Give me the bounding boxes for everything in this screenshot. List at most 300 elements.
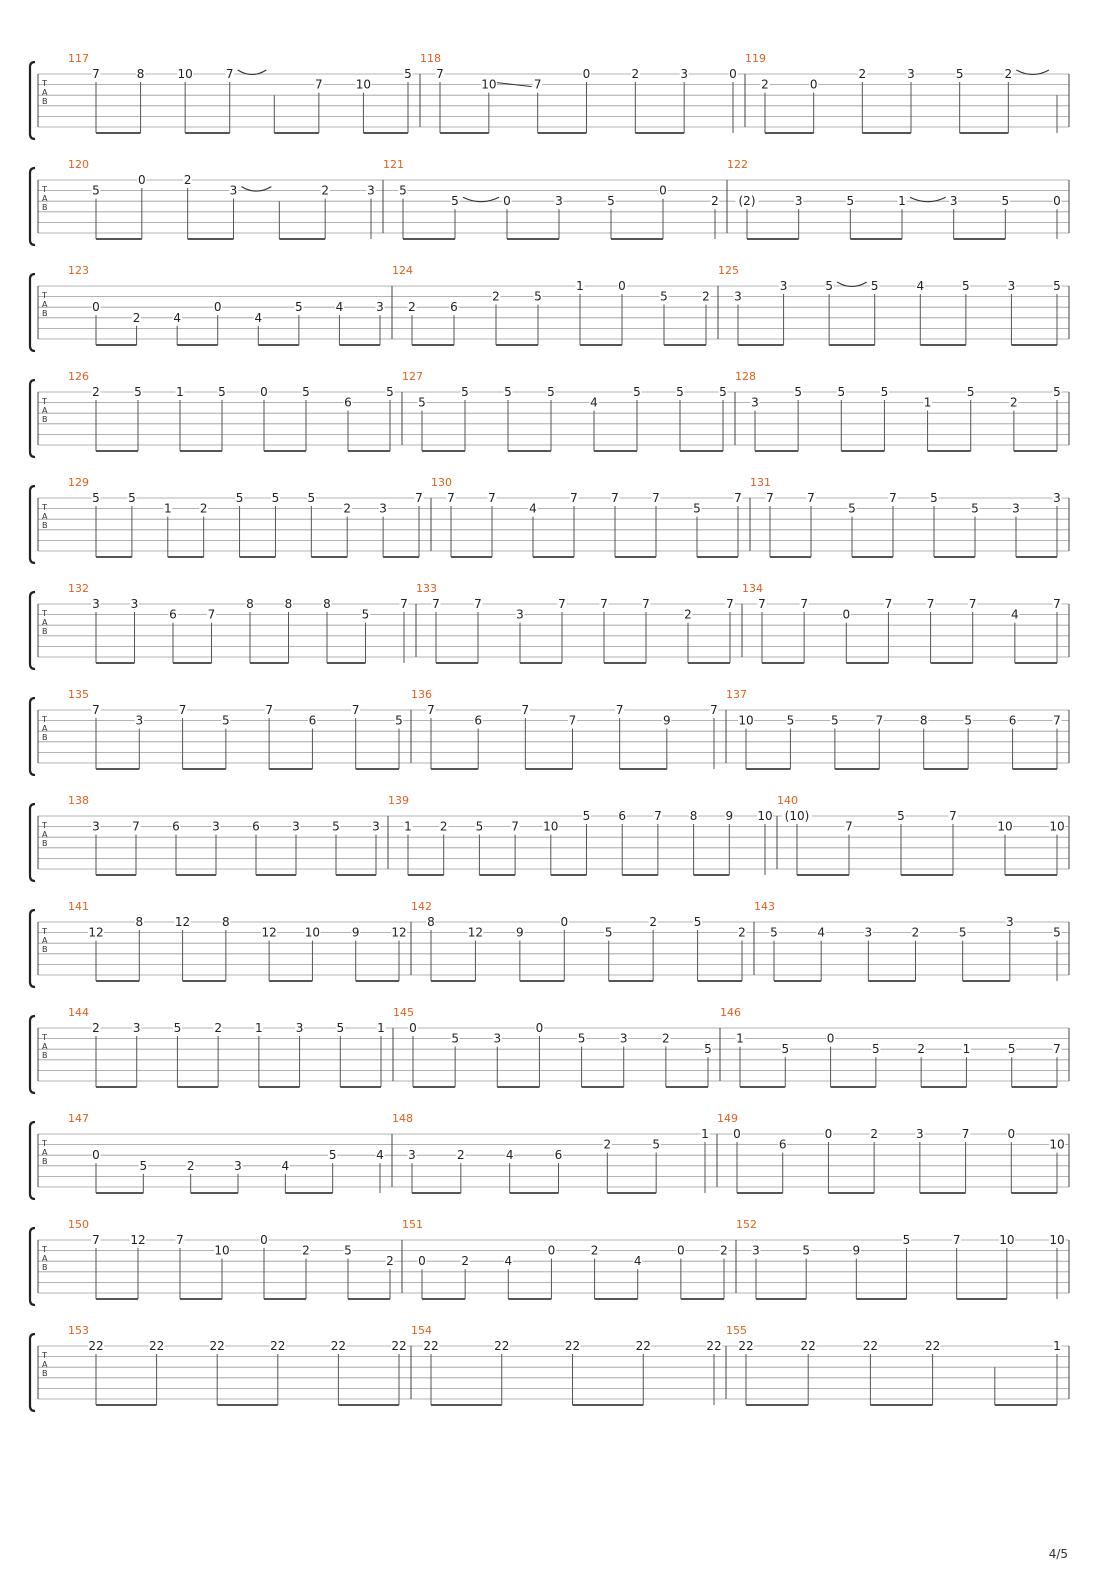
fret-number: 7 bbox=[351, 703, 360, 717]
fret-number: 3 bbox=[292, 819, 300, 834]
fret-number: 2 bbox=[684, 607, 692, 622]
fret-number: 2 bbox=[386, 1254, 394, 1269]
measure-number: 123 bbox=[68, 264, 89, 277]
tab-system bbox=[30, 476, 1069, 563]
measure bbox=[735, 370, 1062, 451]
measure-number: 138 bbox=[68, 794, 89, 807]
fret-number: 9 bbox=[852, 1243, 861, 1258]
fret-number: 22 bbox=[564, 1339, 581, 1353]
fret-number: 1 bbox=[377, 1021, 385, 1035]
fret-number: 10 bbox=[997, 819, 1013, 834]
tab-clef-letter: A bbox=[42, 1042, 48, 1051]
measure bbox=[718, 264, 1062, 345]
fret-number: 6 bbox=[172, 819, 180, 834]
fret-number: 22 bbox=[148, 1339, 165, 1353]
fret-number: 5 bbox=[218, 385, 226, 399]
fret-number: 5 bbox=[361, 607, 370, 622]
fret-number: 10 bbox=[355, 77, 372, 92]
fret-number: 5 bbox=[235, 491, 244, 505]
fret-number: 1 bbox=[701, 1127, 709, 1141]
measure bbox=[754, 900, 1062, 981]
fret-number: 0 bbox=[659, 183, 667, 198]
measure-number: 126 bbox=[68, 370, 89, 383]
fret-number: 7 bbox=[415, 491, 423, 505]
fret-number: 0 bbox=[809, 77, 818, 92]
fret-number: 2 bbox=[590, 1243, 599, 1258]
measure-number: 122 bbox=[727, 158, 748, 171]
fret-number: 0 bbox=[260, 1233, 268, 1247]
fret-number: 1 bbox=[176, 385, 184, 399]
fret-number: 0 bbox=[729, 67, 737, 81]
fret-number: 5 bbox=[451, 194, 459, 209]
fret-number: 22 bbox=[862, 1339, 879, 1353]
fret-number: 2 bbox=[457, 1148, 465, 1163]
fret-number: 2 bbox=[711, 194, 719, 209]
fret-number: 5 bbox=[547, 385, 555, 399]
fret-number: 7 bbox=[726, 597, 734, 611]
fret-number: 22 bbox=[88, 1339, 104, 1353]
fret-number: 2 bbox=[917, 1042, 925, 1057]
fret-number: 0 bbox=[260, 385, 268, 399]
fret-number: 1 bbox=[898, 194, 906, 209]
tab-clef-letter: T bbox=[42, 821, 47, 830]
measure-number: 124 bbox=[392, 264, 413, 277]
fret-number: 5 bbox=[825, 279, 833, 293]
fret-number: 5 bbox=[964, 713, 972, 728]
system-bracket bbox=[30, 168, 35, 245]
fret-number: 5 bbox=[676, 385, 684, 399]
tab-clef-letter: B bbox=[42, 97, 48, 106]
tab-system bbox=[30, 794, 1069, 881]
measure bbox=[726, 1324, 1062, 1405]
fret-number: 2 bbox=[461, 1254, 469, 1269]
fret-number: 5 bbox=[897, 809, 905, 823]
measure-number: 133 bbox=[416, 582, 437, 595]
measure bbox=[745, 52, 1057, 133]
measure bbox=[420, 52, 738, 133]
fret-number: 7 bbox=[889, 491, 897, 505]
tab-clef-letter: T bbox=[42, 927, 47, 936]
measure-number: 150 bbox=[68, 1218, 89, 1231]
fret-number: 5 bbox=[582, 809, 591, 823]
tab-clef-letter: B bbox=[42, 203, 48, 212]
fret-number: 3 bbox=[680, 67, 688, 81]
fret-number: 2 bbox=[649, 915, 657, 929]
fret-number: 2 bbox=[702, 289, 710, 304]
measure-number: 127 bbox=[402, 370, 423, 383]
measure bbox=[68, 900, 407, 981]
fret-number: 10 bbox=[214, 1243, 230, 1258]
tab-system bbox=[30, 370, 1069, 457]
fret-number: 7 bbox=[92, 1233, 100, 1247]
measure bbox=[402, 1218, 729, 1299]
fret-number: 5 bbox=[404, 67, 412, 81]
fret-number: 5 bbox=[395, 713, 403, 728]
fret-number: 0 bbox=[138, 173, 146, 187]
fret-number: 4 bbox=[173, 310, 181, 325]
tab-system bbox=[30, 1112, 1069, 1199]
fret-number: 0 bbox=[213, 300, 222, 315]
tab-clef-letter: B bbox=[42, 1157, 48, 1166]
fret-number: 5 bbox=[802, 1243, 810, 1258]
fret-number: 5 bbox=[770, 925, 778, 940]
fret-number: 3 bbox=[234, 1158, 242, 1173]
fret-number: 6 bbox=[778, 1137, 787, 1152]
measure bbox=[68, 52, 413, 133]
fret-number: 2 bbox=[186, 1158, 195, 1173]
fret-number: 6 bbox=[252, 819, 260, 834]
fret-number: 7 bbox=[968, 597, 977, 611]
fret-number: 3 bbox=[379, 501, 387, 516]
tab-system bbox=[30, 52, 1069, 139]
fret-number: 5 bbox=[1053, 925, 1061, 940]
fret-number: 7 bbox=[734, 491, 742, 505]
system-bracket bbox=[30, 910, 35, 987]
fret-number: 7 bbox=[600, 597, 608, 611]
fret-number: 3 bbox=[92, 819, 100, 834]
fret-number: 3 bbox=[916, 1127, 924, 1141]
fret-number: 9 bbox=[663, 713, 671, 728]
fret-number: 5 bbox=[475, 819, 484, 834]
fret-number: 0 bbox=[618, 279, 626, 293]
fret-number: 3 bbox=[864, 925, 873, 940]
fret-number: 5 bbox=[848, 501, 856, 516]
measure-number: 154 bbox=[411, 1324, 432, 1337]
tab-clef-letter: T bbox=[42, 1033, 47, 1042]
fret-number: 7 bbox=[758, 597, 766, 611]
fret-number: 5 bbox=[344, 1243, 352, 1258]
fret-number: 2 bbox=[92, 1021, 100, 1035]
fret-number: 8 bbox=[919, 713, 928, 728]
fret-number: 3 bbox=[130, 597, 139, 611]
fret-number: 7 bbox=[176, 1233, 184, 1247]
fret-number: 6 bbox=[308, 713, 317, 728]
system-bracket bbox=[30, 62, 35, 139]
fret-number: 7 bbox=[400, 597, 408, 611]
measure bbox=[416, 582, 735, 663]
fret-number: 2 bbox=[343, 501, 352, 516]
measure-number: 140 bbox=[777, 794, 798, 807]
fret-number: 3 bbox=[1007, 279, 1016, 293]
fret-number: 3 bbox=[751, 395, 759, 410]
tab-clef-letter: T bbox=[42, 79, 47, 88]
fret-number: 10 bbox=[1049, 1233, 1065, 1247]
fret-number: 6 bbox=[344, 395, 352, 410]
measure-number: 137 bbox=[726, 688, 747, 701]
fret-number: 5 bbox=[958, 925, 967, 940]
measure bbox=[68, 370, 395, 451]
tab-clef-letter: T bbox=[42, 1245, 47, 1254]
fret-number: 7 bbox=[766, 491, 774, 505]
fret-number: 7 bbox=[1053, 1042, 1061, 1057]
fret-number: 5 bbox=[332, 819, 340, 834]
measure-number: 149 bbox=[717, 1112, 738, 1125]
measure bbox=[68, 582, 409, 663]
fret-number: 3 bbox=[493, 1031, 502, 1046]
fret-number: 3 bbox=[132, 1021, 141, 1035]
measure-number: 152 bbox=[736, 1218, 757, 1231]
tab-clef-letter: A bbox=[42, 300, 48, 309]
fret-number: 10 bbox=[481, 77, 497, 92]
fret-number: 5 bbox=[271, 491, 280, 505]
system-bracket bbox=[30, 486, 35, 563]
fret-number: 2 bbox=[603, 1137, 612, 1152]
fret-number: 5 bbox=[719, 385, 727, 399]
fret-number: 10 bbox=[757, 809, 773, 823]
measure bbox=[392, 1112, 710, 1193]
tab-clef-letter: A bbox=[42, 830, 48, 839]
fret-number: 2 bbox=[738, 925, 746, 940]
fret-number: 7 bbox=[488, 491, 496, 505]
fret-number: 5 bbox=[128, 491, 136, 505]
fret-number: 2 bbox=[631, 67, 640, 81]
fret-number: 1 bbox=[1053, 1339, 1061, 1353]
measure bbox=[411, 688, 719, 769]
fret-number: 5 bbox=[418, 395, 426, 410]
fret-number: 12 bbox=[467, 925, 484, 940]
fret-number: 5 bbox=[451, 1031, 459, 1046]
fret-number: 4 bbox=[1011, 607, 1019, 622]
fret-number: 2 bbox=[183, 173, 192, 187]
fret-number: 8 bbox=[427, 915, 435, 929]
fret-number: 4 bbox=[376, 1148, 384, 1163]
fret-number: 2 bbox=[132, 310, 141, 325]
fret-number: 9 bbox=[725, 809, 734, 823]
tab-system bbox=[30, 1006, 1069, 1093]
fret-number: 5 bbox=[930, 491, 938, 505]
fret-number: 0 bbox=[547, 1243, 556, 1258]
fret-number: 7 bbox=[845, 819, 853, 834]
tab-clef-letter: B bbox=[42, 521, 48, 530]
fret-number: 3 bbox=[907, 67, 915, 81]
fret-number: 7 bbox=[884, 597, 893, 611]
fret-number: 12 bbox=[391, 925, 407, 940]
fret-number: 5 bbox=[386, 385, 394, 399]
fret-number: 7 bbox=[642, 597, 650, 611]
fret-number: 4 bbox=[281, 1158, 290, 1173]
fret-number: 0 bbox=[409, 1021, 417, 1035]
fret-number: 2 bbox=[662, 1031, 670, 1046]
fret-number: (2) bbox=[738, 194, 756, 209]
tab-clef-letter: B bbox=[42, 627, 48, 636]
measure bbox=[411, 900, 747, 981]
fret-number: 5 bbox=[1007, 1042, 1016, 1057]
tab-clef-letter: B bbox=[42, 839, 48, 848]
fret-number: 7 bbox=[1053, 597, 1061, 611]
tab-clef-letter: B bbox=[42, 945, 48, 954]
fret-number: 7 bbox=[875, 713, 884, 728]
tab-clef-letter: A bbox=[42, 194, 48, 203]
measure-number: 147 bbox=[68, 1112, 89, 1125]
tab-clef-letter: B bbox=[42, 415, 48, 424]
fret-number: 3 bbox=[1012, 501, 1020, 516]
fret-number: 7 bbox=[432, 597, 440, 611]
fret-number: 7 bbox=[533, 77, 542, 92]
fret-number: 10 bbox=[1049, 1137, 1065, 1152]
fret-number: 8 bbox=[246, 597, 254, 611]
system-bracket bbox=[30, 804, 35, 881]
fret-number: 0 bbox=[503, 194, 511, 209]
measure bbox=[431, 476, 743, 557]
fret-number: 5 bbox=[607, 194, 615, 209]
page-number: 4/5 bbox=[1048, 1547, 1068, 1561]
fret-number: 5 bbox=[955, 67, 964, 81]
system-bracket bbox=[30, 1122, 35, 1199]
measure bbox=[68, 158, 376, 239]
fret-number: 7 bbox=[132, 819, 140, 834]
fret-number: 6 bbox=[618, 809, 627, 823]
fret-number: 0 bbox=[582, 67, 591, 81]
measure bbox=[68, 264, 385, 345]
measure-number: 136 bbox=[411, 688, 432, 701]
fret-number: 5 bbox=[794, 385, 802, 399]
measure-number: 125 bbox=[718, 264, 739, 277]
fret-number: 5 bbox=[971, 501, 979, 516]
tab-clef-letter: T bbox=[42, 185, 47, 194]
fret-number: 7 bbox=[710, 703, 718, 717]
tab-clef-letter: T bbox=[42, 397, 47, 406]
fret-number: 7 bbox=[570, 491, 578, 505]
tab-clef-letter: A bbox=[42, 512, 48, 521]
fret-number: 1 bbox=[404, 819, 412, 834]
tab-clef-letter: A bbox=[42, 1148, 48, 1157]
fret-number: 4 bbox=[335, 300, 344, 315]
tab-clef-letter: A bbox=[42, 1254, 48, 1263]
measure-number: 120 bbox=[68, 158, 89, 171]
measure-number: 141 bbox=[68, 900, 89, 913]
fret-number: 3 bbox=[794, 194, 803, 209]
measure-number: 128 bbox=[735, 370, 756, 383]
measure-number: 118 bbox=[420, 52, 441, 65]
fret-number: 7 bbox=[92, 703, 100, 717]
tab-system bbox=[30, 900, 1069, 987]
fret-number: 7 bbox=[207, 607, 216, 622]
fret-number: 7 bbox=[225, 67, 234, 81]
fret-number: 2 bbox=[858, 67, 867, 81]
fret-number: 0 bbox=[1053, 194, 1061, 209]
fret-number: 5 bbox=[534, 289, 542, 304]
fret-number: 5 bbox=[872, 1042, 880, 1057]
tab-clef-letter: T bbox=[42, 609, 47, 618]
fret-number: 2 bbox=[214, 1021, 222, 1035]
fret-number: 9 bbox=[516, 925, 524, 940]
fret-number: 7 bbox=[315, 77, 323, 92]
tab-system bbox=[30, 688, 1069, 775]
tab-clef-letter: A bbox=[42, 406, 48, 415]
fret-number: 1 bbox=[576, 279, 584, 293]
fret-number: 10 bbox=[177, 67, 193, 81]
fret-number: 2 bbox=[1010, 395, 1018, 410]
measure-number: 131 bbox=[750, 476, 771, 489]
measure bbox=[720, 1006, 1062, 1087]
fret-number: 7 bbox=[511, 819, 519, 834]
fret-number: 8 bbox=[222, 915, 230, 929]
measure bbox=[717, 1112, 1065, 1193]
fret-number: 0 bbox=[418, 1254, 426, 1269]
fret-number: 3 bbox=[619, 1031, 628, 1046]
fret-number: 12 bbox=[130, 1233, 146, 1247]
fret-number: 5 bbox=[336, 1021, 345, 1035]
measure-number: 139 bbox=[388, 794, 409, 807]
fret-number: 5 bbox=[577, 1031, 586, 1046]
fret-number: 1 bbox=[255, 1021, 263, 1035]
fret-number: 8 bbox=[284, 597, 293, 611]
measure bbox=[742, 582, 1062, 663]
measure bbox=[750, 476, 1062, 557]
tab-system bbox=[30, 1218, 1069, 1305]
fret-number: 5 bbox=[604, 925, 613, 940]
fret-number: 12 bbox=[88, 925, 104, 940]
fret-number: 7 bbox=[926, 597, 935, 611]
system-bracket bbox=[30, 698, 35, 775]
fret-number: 7 bbox=[427, 703, 435, 717]
tab-clef-letter: A bbox=[42, 88, 48, 97]
measure bbox=[727, 158, 1062, 239]
measure bbox=[68, 1218, 395, 1299]
measure bbox=[68, 688, 404, 769]
fret-number: 6 bbox=[169, 607, 177, 622]
fret-number: 7 bbox=[611, 491, 619, 505]
fret-number: 3 bbox=[92, 597, 100, 611]
fret-number: 22 bbox=[270, 1339, 286, 1353]
fret-number: 3 bbox=[229, 183, 238, 198]
fret-number: 5 bbox=[693, 501, 701, 516]
measure-number: 153 bbox=[68, 1324, 89, 1337]
fret-number: 7 bbox=[474, 597, 482, 611]
fret-number: 2 bbox=[911, 925, 920, 940]
fret-number: 5 bbox=[633, 385, 641, 399]
fret-number: 5 bbox=[295, 300, 303, 315]
fret-number: 4 bbox=[504, 1254, 513, 1269]
measure bbox=[411, 1324, 722, 1405]
fret-number: 5 bbox=[902, 1233, 911, 1247]
measure bbox=[393, 1006, 713, 1087]
fret-number: 2 bbox=[720, 1243, 728, 1258]
fret-number: 6 bbox=[1008, 713, 1017, 728]
fret-number: 10 bbox=[999, 1233, 1015, 1247]
measure-number: 121 bbox=[383, 158, 404, 171]
fret-number: 0 bbox=[824, 1127, 833, 1141]
measure bbox=[383, 158, 720, 239]
fret-number: 5 bbox=[846, 194, 855, 209]
fret-number: 6 bbox=[474, 713, 482, 728]
fret-number: 7 bbox=[92, 67, 100, 81]
fret-number: 4 bbox=[590, 395, 598, 410]
system-bracket bbox=[30, 274, 35, 351]
fret-number: 0 bbox=[1007, 1127, 1016, 1141]
fret-number: 3 bbox=[516, 607, 524, 622]
fret-number: 2 bbox=[761, 77, 769, 92]
fret-number: 22 bbox=[800, 1339, 816, 1353]
measure-number: 151 bbox=[402, 1218, 423, 1231]
fret-number: 6 bbox=[450, 300, 458, 315]
fret-number: 5 bbox=[837, 385, 846, 399]
fret-number: 7 bbox=[558, 597, 566, 611]
fret-number: 2 bbox=[870, 1127, 878, 1141]
fret-number: 0 bbox=[92, 300, 100, 315]
fret-number: 3 bbox=[135, 713, 144, 728]
fret-number: 5 bbox=[222, 713, 230, 728]
fret-number: 0 bbox=[535, 1021, 544, 1035]
fret-number: 4 bbox=[254, 310, 263, 325]
fret-number: 7 bbox=[800, 597, 808, 611]
fret-number: 5 bbox=[1001, 194, 1010, 209]
measure bbox=[726, 688, 1062, 769]
tab-clef-letter: T bbox=[42, 715, 47, 724]
tab-clef-letter: A bbox=[42, 936, 48, 945]
fret-number: 4 bbox=[817, 925, 825, 940]
measure-number: 129 bbox=[68, 476, 89, 489]
